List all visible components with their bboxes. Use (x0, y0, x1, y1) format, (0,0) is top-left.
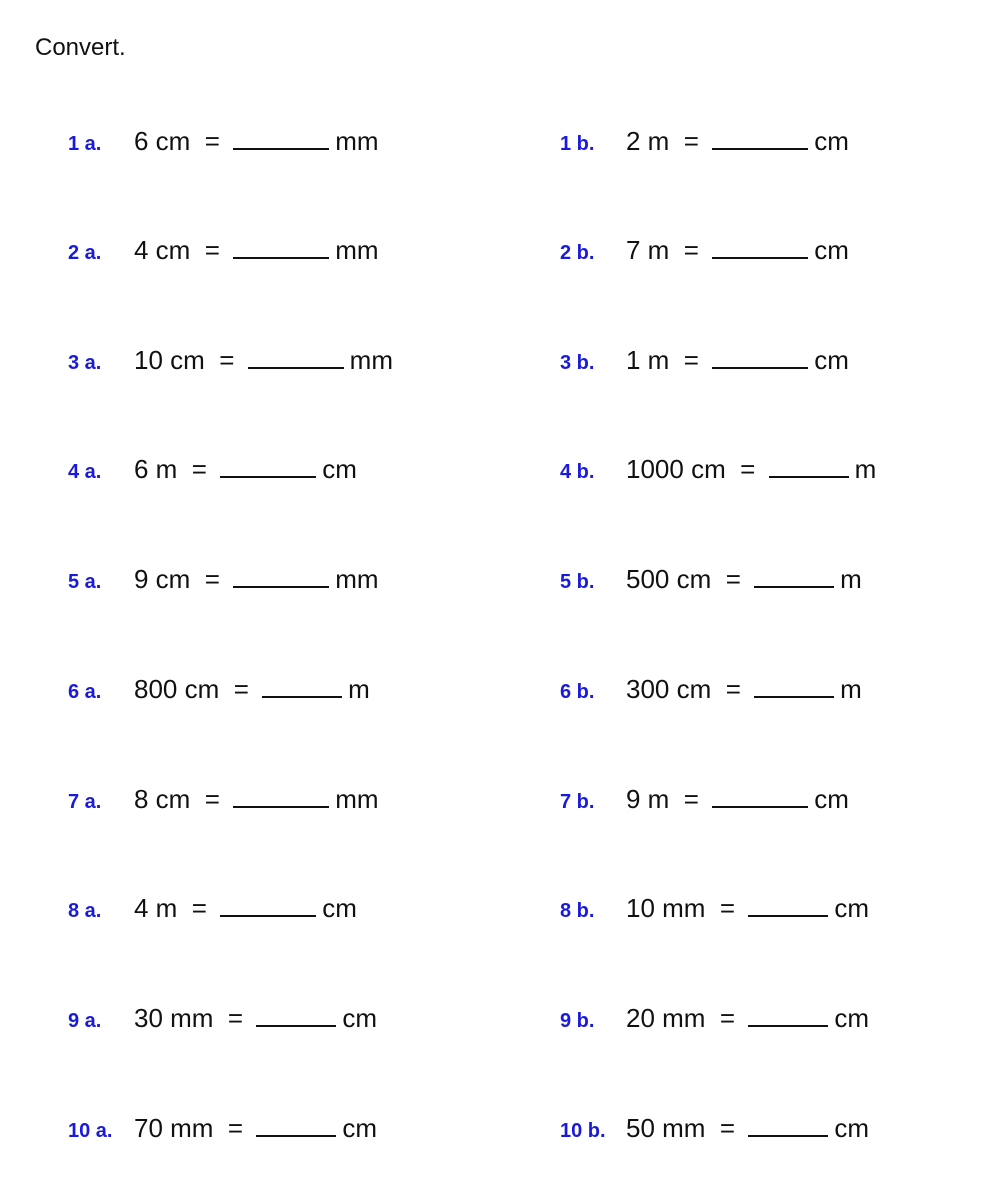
problem-label: 2 a. (68, 242, 102, 264)
problem-expression: 10 cm = (134, 345, 242, 375)
answer-blank[interactable] (712, 233, 808, 259)
problem-10b (560, 1111, 869, 1148)
answer-blank[interactable] (754, 562, 834, 588)
problem-label: 4 b. (560, 461, 595, 483)
problem-label: 2 b. (560, 242, 595, 264)
problem-label: 3 b. (560, 352, 595, 374)
answer-blank[interactable] (748, 1111, 828, 1137)
answer-blank[interactable] (233, 124, 329, 150)
problem-5b (560, 562, 862, 599)
problem-label: 8 b. (560, 900, 595, 922)
problem-6b (560, 672, 862, 709)
target-unit: cm (834, 1113, 869, 1143)
problem-expression: 20 mm = (626, 1003, 743, 1033)
problem-9b (560, 1001, 869, 1038)
answer-blank[interactable] (712, 124, 808, 150)
problem-label: 7 b. (560, 791, 595, 813)
target-unit: cm (814, 345, 849, 375)
page-title: Convert. (35, 34, 126, 61)
problem-3a (68, 343, 393, 380)
problem-10a (68, 1111, 377, 1148)
problem-8a (68, 891, 357, 928)
problem-expression: 4 m = (134, 893, 215, 923)
problem-8b (560, 891, 869, 928)
problem-label: 6 b. (560, 681, 595, 703)
problem-label: 10 b. (560, 1120, 606, 1142)
problem-label: 6 a. (68, 681, 102, 703)
target-unit: mm (335, 235, 379, 265)
problem-label: 5 b. (560, 571, 595, 593)
answer-blank[interactable] (220, 891, 316, 917)
problem-label: 1 a. (68, 133, 102, 155)
answer-blank[interactable] (233, 562, 329, 588)
target-unit: m (840, 674, 862, 704)
problem-expression: 10 mm = (626, 893, 743, 923)
problem-expression: 6 cm = (134, 126, 228, 156)
problem-expression: 1 m = (626, 345, 707, 375)
answer-blank[interactable] (248, 343, 344, 369)
problem-expression: 30 mm = (134, 1003, 251, 1033)
problem-expression: 500 cm = (626, 564, 749, 594)
problem-expression: 4 cm = (134, 235, 228, 265)
problem-expression: 9 m = (626, 784, 707, 814)
problem-label: 9 b. (560, 1010, 595, 1032)
problem-expression: 300 cm = (626, 674, 749, 704)
problem-label: 1 b. (560, 133, 595, 155)
problem-label: 8 a. (68, 900, 102, 922)
problem-expression: 1000 cm = (626, 454, 763, 484)
target-unit: cm (814, 126, 849, 156)
answer-blank[interactable] (256, 1111, 336, 1137)
target-unit: cm (322, 893, 357, 923)
problem-expression: 7 m = (626, 235, 707, 265)
answer-blank[interactable] (712, 782, 808, 808)
target-unit: mm (335, 126, 379, 156)
answer-blank[interactable] (748, 1001, 828, 1027)
target-unit: mm (335, 784, 379, 814)
problem-2a (68, 233, 379, 270)
answer-blank[interactable] (754, 672, 834, 698)
problem-2b (560, 233, 849, 270)
problem-expression: 2 m = (626, 126, 707, 156)
problem-9a (68, 1001, 377, 1038)
problem-6a (68, 672, 370, 709)
target-unit: m (854, 454, 877, 484)
problem-expression: 8 cm = (134, 784, 228, 814)
target-unit: mm (335, 564, 379, 594)
answer-blank[interactable] (712, 343, 808, 369)
problem-1b (560, 124, 849, 161)
target-unit: cm (322, 454, 357, 484)
problem-expression: 800 cm = (134, 674, 257, 704)
answer-blank[interactable] (769, 452, 849, 478)
problem-4b (560, 452, 876, 489)
target-unit: cm (342, 1003, 377, 1033)
problem-expression: 6 m = (134, 454, 215, 484)
target-unit: cm (342, 1113, 377, 1143)
problem-5a (68, 562, 379, 599)
problem-expression: 70 mm = (134, 1113, 251, 1143)
answer-blank[interactable] (748, 891, 828, 917)
problem-expression: 9 cm = (134, 564, 228, 594)
answer-blank[interactable] (233, 233, 329, 259)
problem-label: 10 a. (68, 1120, 113, 1142)
target-unit: cm (834, 893, 869, 923)
answer-blank[interactable] (233, 782, 329, 808)
problem-label: 3 a. (68, 352, 102, 374)
answer-blank[interactable] (256, 1001, 336, 1027)
target-unit: cm (834, 1003, 869, 1033)
problem-label: 9 a. (68, 1010, 102, 1032)
problem-label: 5 a. (68, 571, 102, 593)
target-unit: mm (349, 345, 393, 375)
answer-blank[interactable] (262, 672, 342, 698)
problem-label: 7 a. (68, 791, 102, 813)
target-unit: m (348, 674, 370, 704)
target-unit: cm (814, 784, 849, 814)
problem-7b (560, 782, 849, 819)
target-unit: cm (814, 235, 849, 265)
problem-4a (68, 452, 357, 489)
problem-1a (68, 124, 379, 161)
problem-7a (68, 782, 379, 819)
target-unit: m (840, 564, 862, 594)
answer-blank[interactable] (220, 452, 316, 478)
problem-label: 4 a. (68, 461, 102, 483)
problem-3b (560, 343, 849, 380)
problem-expression: 50 mm = (626, 1113, 743, 1143)
